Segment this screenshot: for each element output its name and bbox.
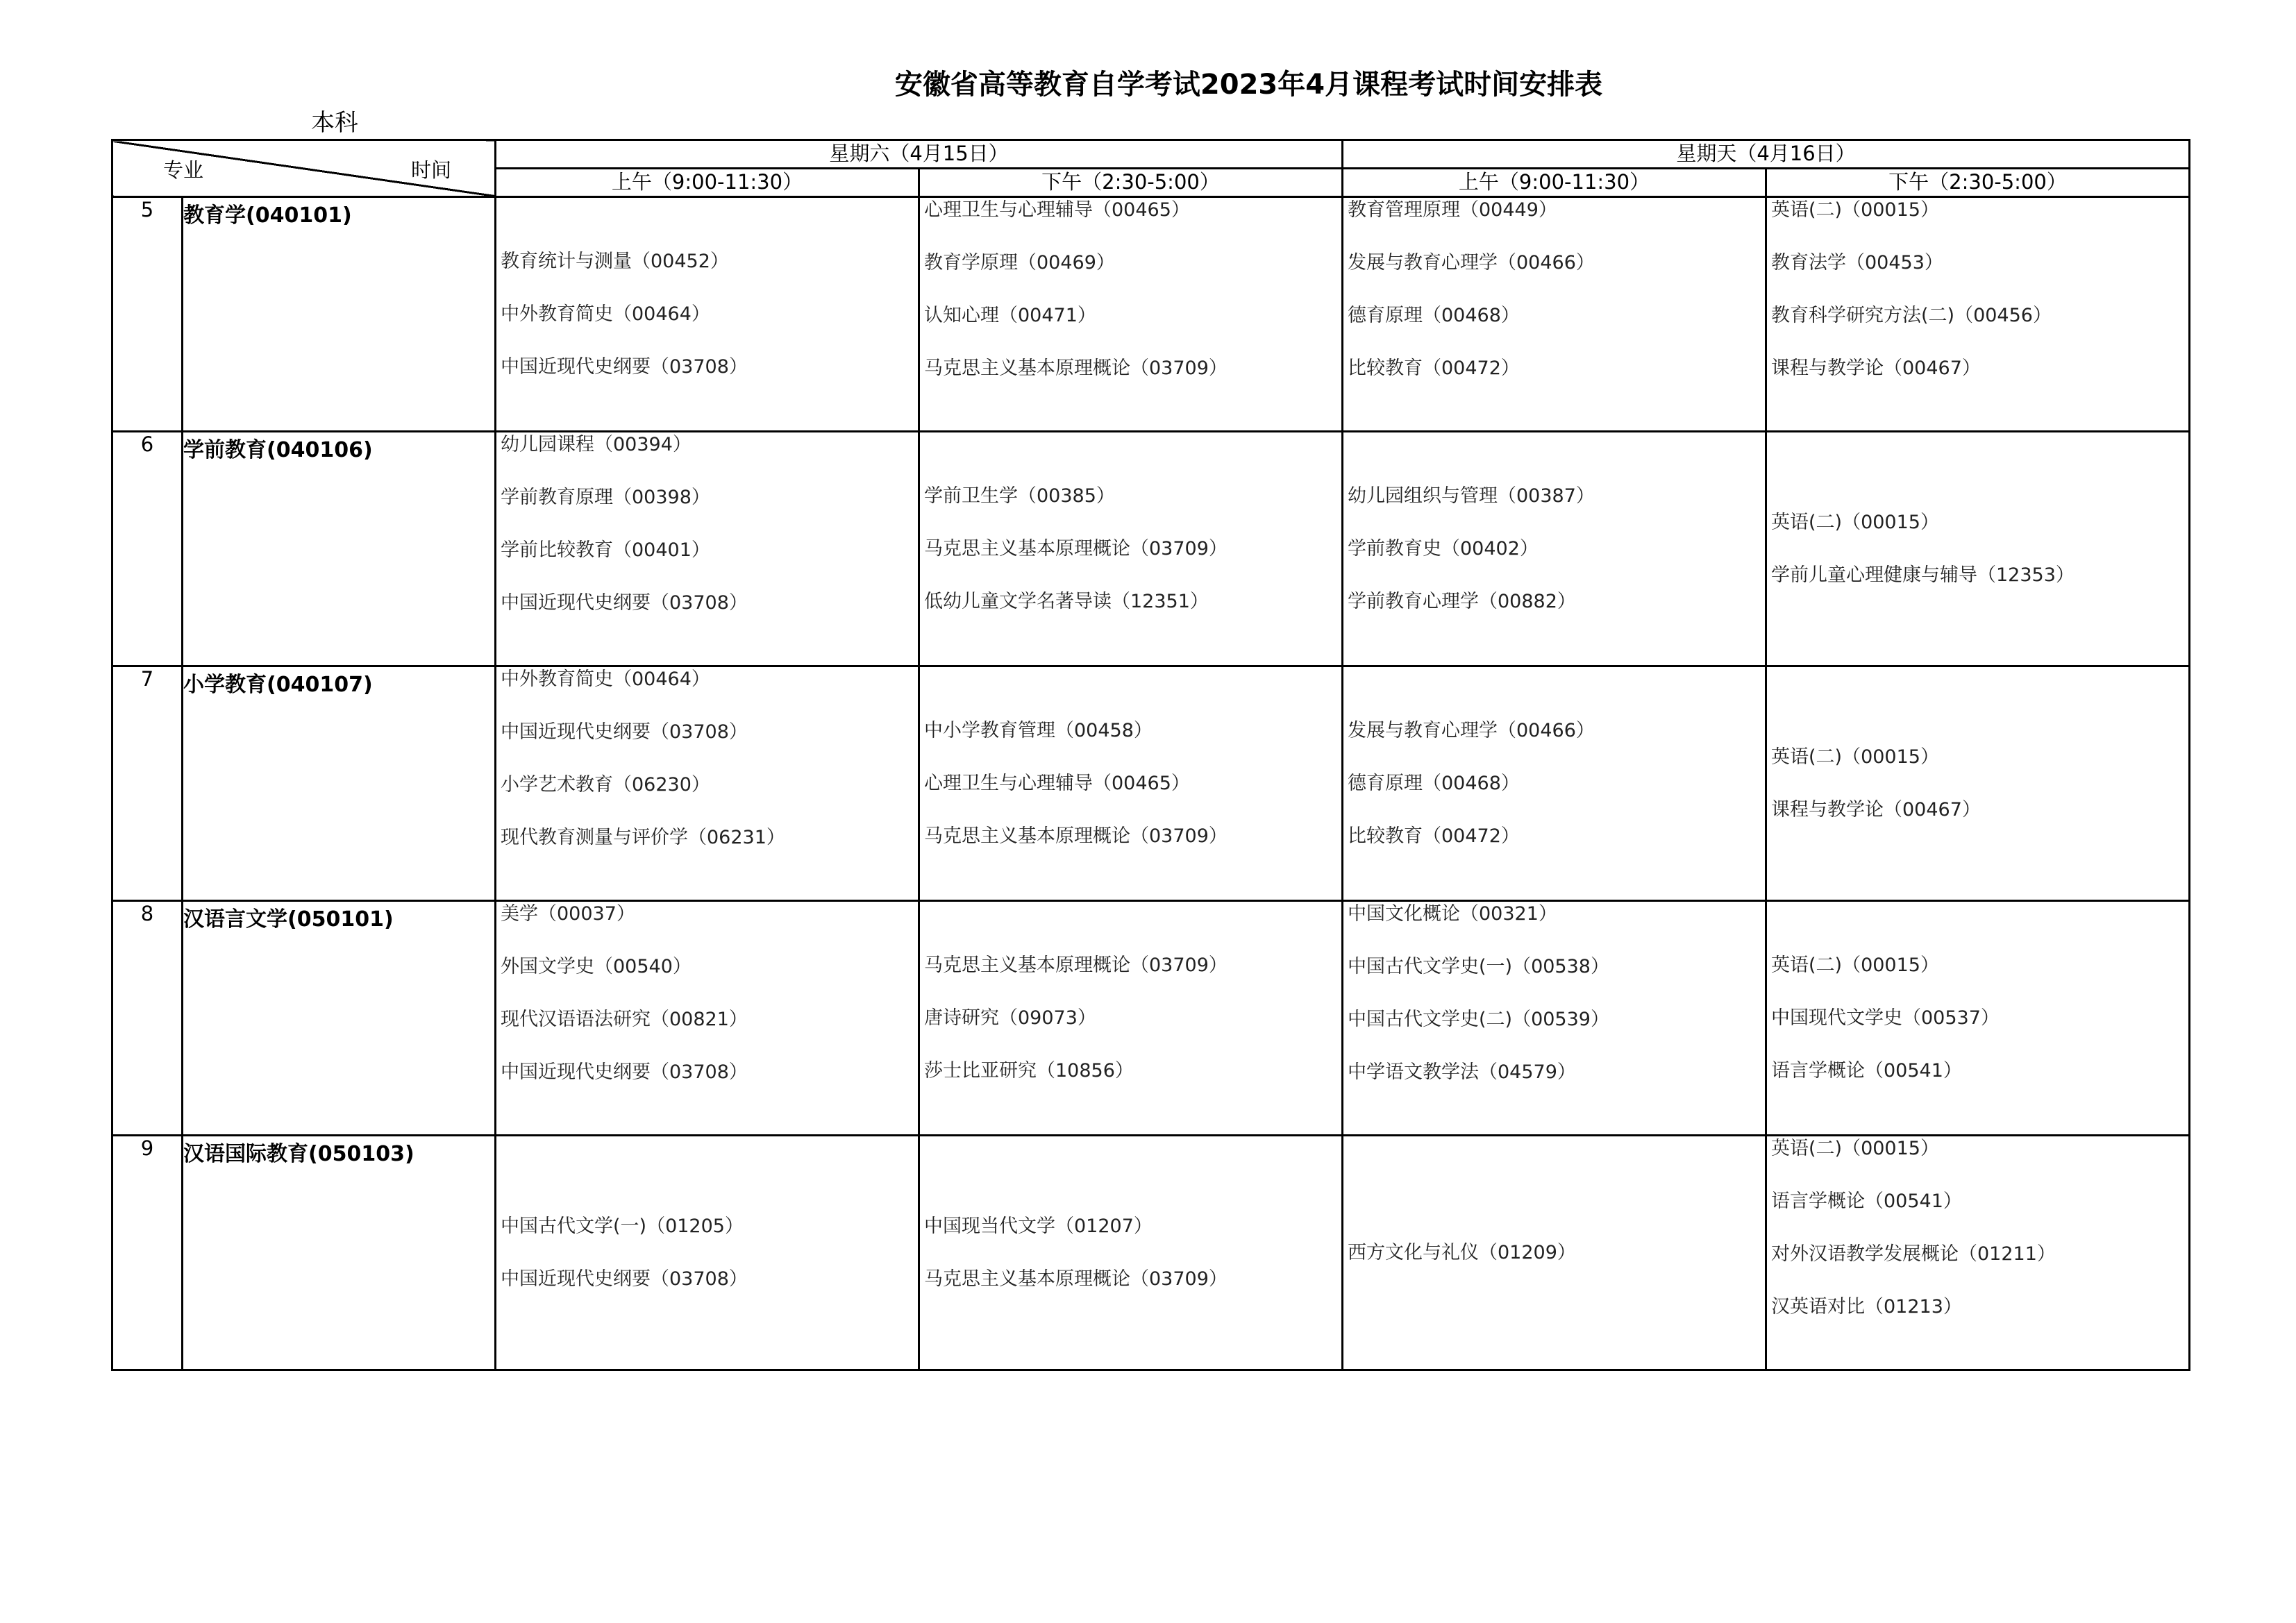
table-row <box>112 432 2190 666</box>
course-list <box>920 432 1341 665</box>
course-cell-sun-pm <box>1766 1136 2190 1370</box>
course-item: 英语(二)（00015） <box>1771 746 1939 768</box>
course-item: 马克思主义基本原理概论（03709） <box>924 358 1227 379</box>
row-number: 8 <box>112 901 183 1136</box>
course-item: 英语(二)（00015） <box>1771 199 1939 221</box>
course-list <box>1767 667 2188 900</box>
course-item: 学前儿童心理健康与辅导（12353） <box>1771 564 2075 586</box>
course-cell-sun-pm <box>1766 432 2190 666</box>
course-item: 认知心理（00471） <box>924 305 1096 326</box>
corner-header <box>112 140 496 197</box>
course-item: 英语(二)（00015） <box>1771 1138 1939 1159</box>
course-item: 中国古代文学(一)（01205） <box>501 1215 744 1237</box>
major-name: 小学教育(040107) <box>183 666 496 901</box>
course-list <box>1343 1136 1765 1369</box>
day-header-saturday: 星期六（4月15日） <box>496 140 1343 169</box>
course-item: 比较教育（00472） <box>1348 825 1520 847</box>
day-header-sunday: 星期天（4月16日） <box>1343 140 2190 169</box>
course-list <box>496 432 918 665</box>
course-list <box>920 902 1341 1134</box>
course-cell-sat-pm <box>919 901 1343 1136</box>
course-item: 语言学概论（00541） <box>1771 1191 1962 1212</box>
course-item: 学前教育心理学（00882） <box>1348 590 1576 612</box>
major-name: 汉语国际教育(050103) <box>183 1136 496 1370</box>
major-name: 学前教育(040106) <box>183 432 496 666</box>
table-row <box>112 197 2190 432</box>
course-list <box>1767 198 2188 430</box>
course-item: 教育统计与测量（00452） <box>501 250 729 272</box>
course-cell-sat-pm <box>919 197 1343 432</box>
course-item: 现代汉语语法研究（00821） <box>501 1009 748 1030</box>
course-cell-sun-am <box>1343 197 1766 432</box>
course-item: 对外汉语教学发展概论（01211） <box>1771 1243 2056 1265</box>
course-cell-sat-am <box>496 197 919 432</box>
course-item: 中国古代文学史(二)（00539） <box>1348 1009 1609 1030</box>
course-item: 中国近现代史纲要（03708） <box>501 355 748 378</box>
course-item: 中国近现代史纲要（03708） <box>501 1061 748 1083</box>
course-cell-sat-am <box>496 1136 919 1370</box>
course-item: 美学（00037） <box>501 903 635 925</box>
row-number: 7 <box>112 666 183 901</box>
section-label: 本科 <box>311 109 358 137</box>
course-list <box>496 1136 918 1369</box>
schedule-body <box>112 197 2190 1370</box>
course-item: 英语(二)（00015） <box>1771 954 1939 976</box>
course-item: 中国近现代史纲要（03708） <box>501 721 748 743</box>
course-cell-sat-pm <box>919 432 1343 666</box>
course-item: 幼儿园组织与管理（00387） <box>1348 485 1595 507</box>
course-cell-sun-pm <box>1766 901 2190 1136</box>
course-item: 德育原理（00468） <box>1348 772 1520 794</box>
course-list <box>1767 432 2188 665</box>
major-name: 教育学(040101) <box>183 197 496 432</box>
course-item: 中学语文教学法（04579） <box>1348 1061 1576 1083</box>
course-item: 中国文化概论（00321） <box>1348 903 1557 925</box>
course-item: 现代教育测量与评价学（06231） <box>501 827 785 848</box>
row-number: 9 <box>112 1136 183 1370</box>
course-item: 学前教育原理（00398） <box>501 487 710 508</box>
course-cell-sun-pm <box>1766 197 2190 432</box>
time-header-label: 时间 <box>410 158 451 182</box>
course-item: 发展与教育心理学（00466） <box>1348 252 1595 274</box>
course-item: 马克思主义基本原理概论（03709） <box>924 825 1227 847</box>
course-item: 英语(二)（00015） <box>1771 511 1939 533</box>
course-list <box>496 198 918 430</box>
course-list <box>1343 198 1765 430</box>
course-item: 学前教育史（00402） <box>1348 537 1539 560</box>
course-item: 中小学教育管理（00458） <box>924 719 1153 741</box>
course-item: 外国文学史（00540） <box>501 956 692 977</box>
course-item: 小学艺术教育（06230） <box>501 774 710 796</box>
course-item: 马克思主义基本原理概论（03709） <box>924 954 1227 976</box>
course-list <box>920 198 1341 430</box>
course-list <box>496 902 918 1134</box>
course-list <box>1767 1136 2188 1369</box>
course-item: 马克思主义基本原理概论（03709） <box>924 537 1227 560</box>
course-item: 中外教育简史（00464） <box>501 668 710 690</box>
course-item: 教育法学（00453） <box>1771 252 1943 274</box>
course-item: 教育管理原理（00449） <box>1348 199 1557 221</box>
course-item: 低幼儿童文学名著导读（12351） <box>924 590 1209 612</box>
course-item: 语言学概论（00541） <box>1771 1059 1962 1082</box>
session-header-sat-am: 上午（9:00-11:30） <box>496 169 919 197</box>
course-list <box>1343 902 1765 1134</box>
course-list <box>1343 432 1765 665</box>
schedule-table <box>111 139 2190 1371</box>
course-item: 马克思主义基本原理概论（03709） <box>924 1268 1227 1290</box>
course-list <box>1343 667 1765 900</box>
row-number: 6 <box>112 432 183 666</box>
table-row <box>112 666 2190 901</box>
session-header-sat-pm: 下午（2:30-5:00） <box>919 169 1343 197</box>
course-item: 中国近现代史纲要（03708） <box>501 592 748 614</box>
course-item: 中国现代文学史（00537） <box>1771 1007 2000 1029</box>
course-cell-sun-am <box>1343 432 1766 666</box>
course-cell-sat-am <box>496 901 919 1136</box>
course-cell-sun-am <box>1343 1136 1766 1370</box>
course-item: 比较教育（00472） <box>1348 358 1520 379</box>
course-item: 西方文化与礼仪（01209） <box>1348 1241 1576 1263</box>
course-item: 中国现当代文学（01207） <box>924 1215 1153 1237</box>
course-item: 教育科学研究方法(二)（00456） <box>1771 305 2052 326</box>
course-item: 学前比较教育（00401） <box>501 539 710 561</box>
major-name: 汉语言文学(050101) <box>183 901 496 1136</box>
course-item: 德育原理（00468） <box>1348 305 1520 326</box>
course-cell-sun-am <box>1343 901 1766 1136</box>
table-row <box>112 901 2190 1136</box>
course-item: 心理卫生与心理辅导（00465） <box>924 199 1190 221</box>
course-item: 学前卫生学（00385） <box>924 485 1115 507</box>
course-list <box>920 1136 1341 1369</box>
course-item: 课程与教学论（00467） <box>1771 798 1981 821</box>
course-cell-sun-pm <box>1766 666 2190 901</box>
course-item: 发展与教育心理学（00466） <box>1348 719 1595 741</box>
course-cell-sat-am <box>496 666 919 901</box>
page-title: 安徽省高等教育自学考试2023年4月课程考试时间安排表 <box>894 69 1603 101</box>
course-item: 唐诗研究（09073） <box>924 1007 1096 1029</box>
course-item: 教育学原理（00469） <box>924 252 1115 274</box>
course-cell-sun-am <box>1343 666 1766 901</box>
course-item: 中国古代文学史(一)（00538） <box>1348 956 1609 977</box>
course-item: 中国近现代史纲要（03708） <box>501 1268 748 1290</box>
course-cell-sat-pm <box>919 1136 1343 1370</box>
row-number: 5 <box>112 197 183 432</box>
course-item: 汉英语对比（01213） <box>1771 1296 1962 1318</box>
session-header-sun-pm: 下午（2:30-5:00） <box>1766 169 2190 197</box>
course-cell-sat-pm <box>919 666 1343 901</box>
course-item: 心理卫生与心理辅导（00465） <box>924 772 1190 794</box>
table-row <box>112 1136 2190 1370</box>
course-item: 幼儿园课程（00394） <box>501 434 692 455</box>
course-list <box>920 667 1341 900</box>
major-header-label: 专业 <box>163 158 204 182</box>
course-item: 课程与教学论（00467） <box>1771 358 1981 379</box>
course-list <box>1767 902 2188 1134</box>
course-item: 中外教育简史（00464） <box>501 303 710 325</box>
session-header-sun-am: 上午（9:00-11:30） <box>1343 169 1766 197</box>
course-cell-sat-am <box>496 432 919 666</box>
header-row-days <box>112 140 2190 169</box>
course-item: 莎士比亚研究（10856） <box>924 1059 1134 1082</box>
course-list <box>496 667 918 900</box>
